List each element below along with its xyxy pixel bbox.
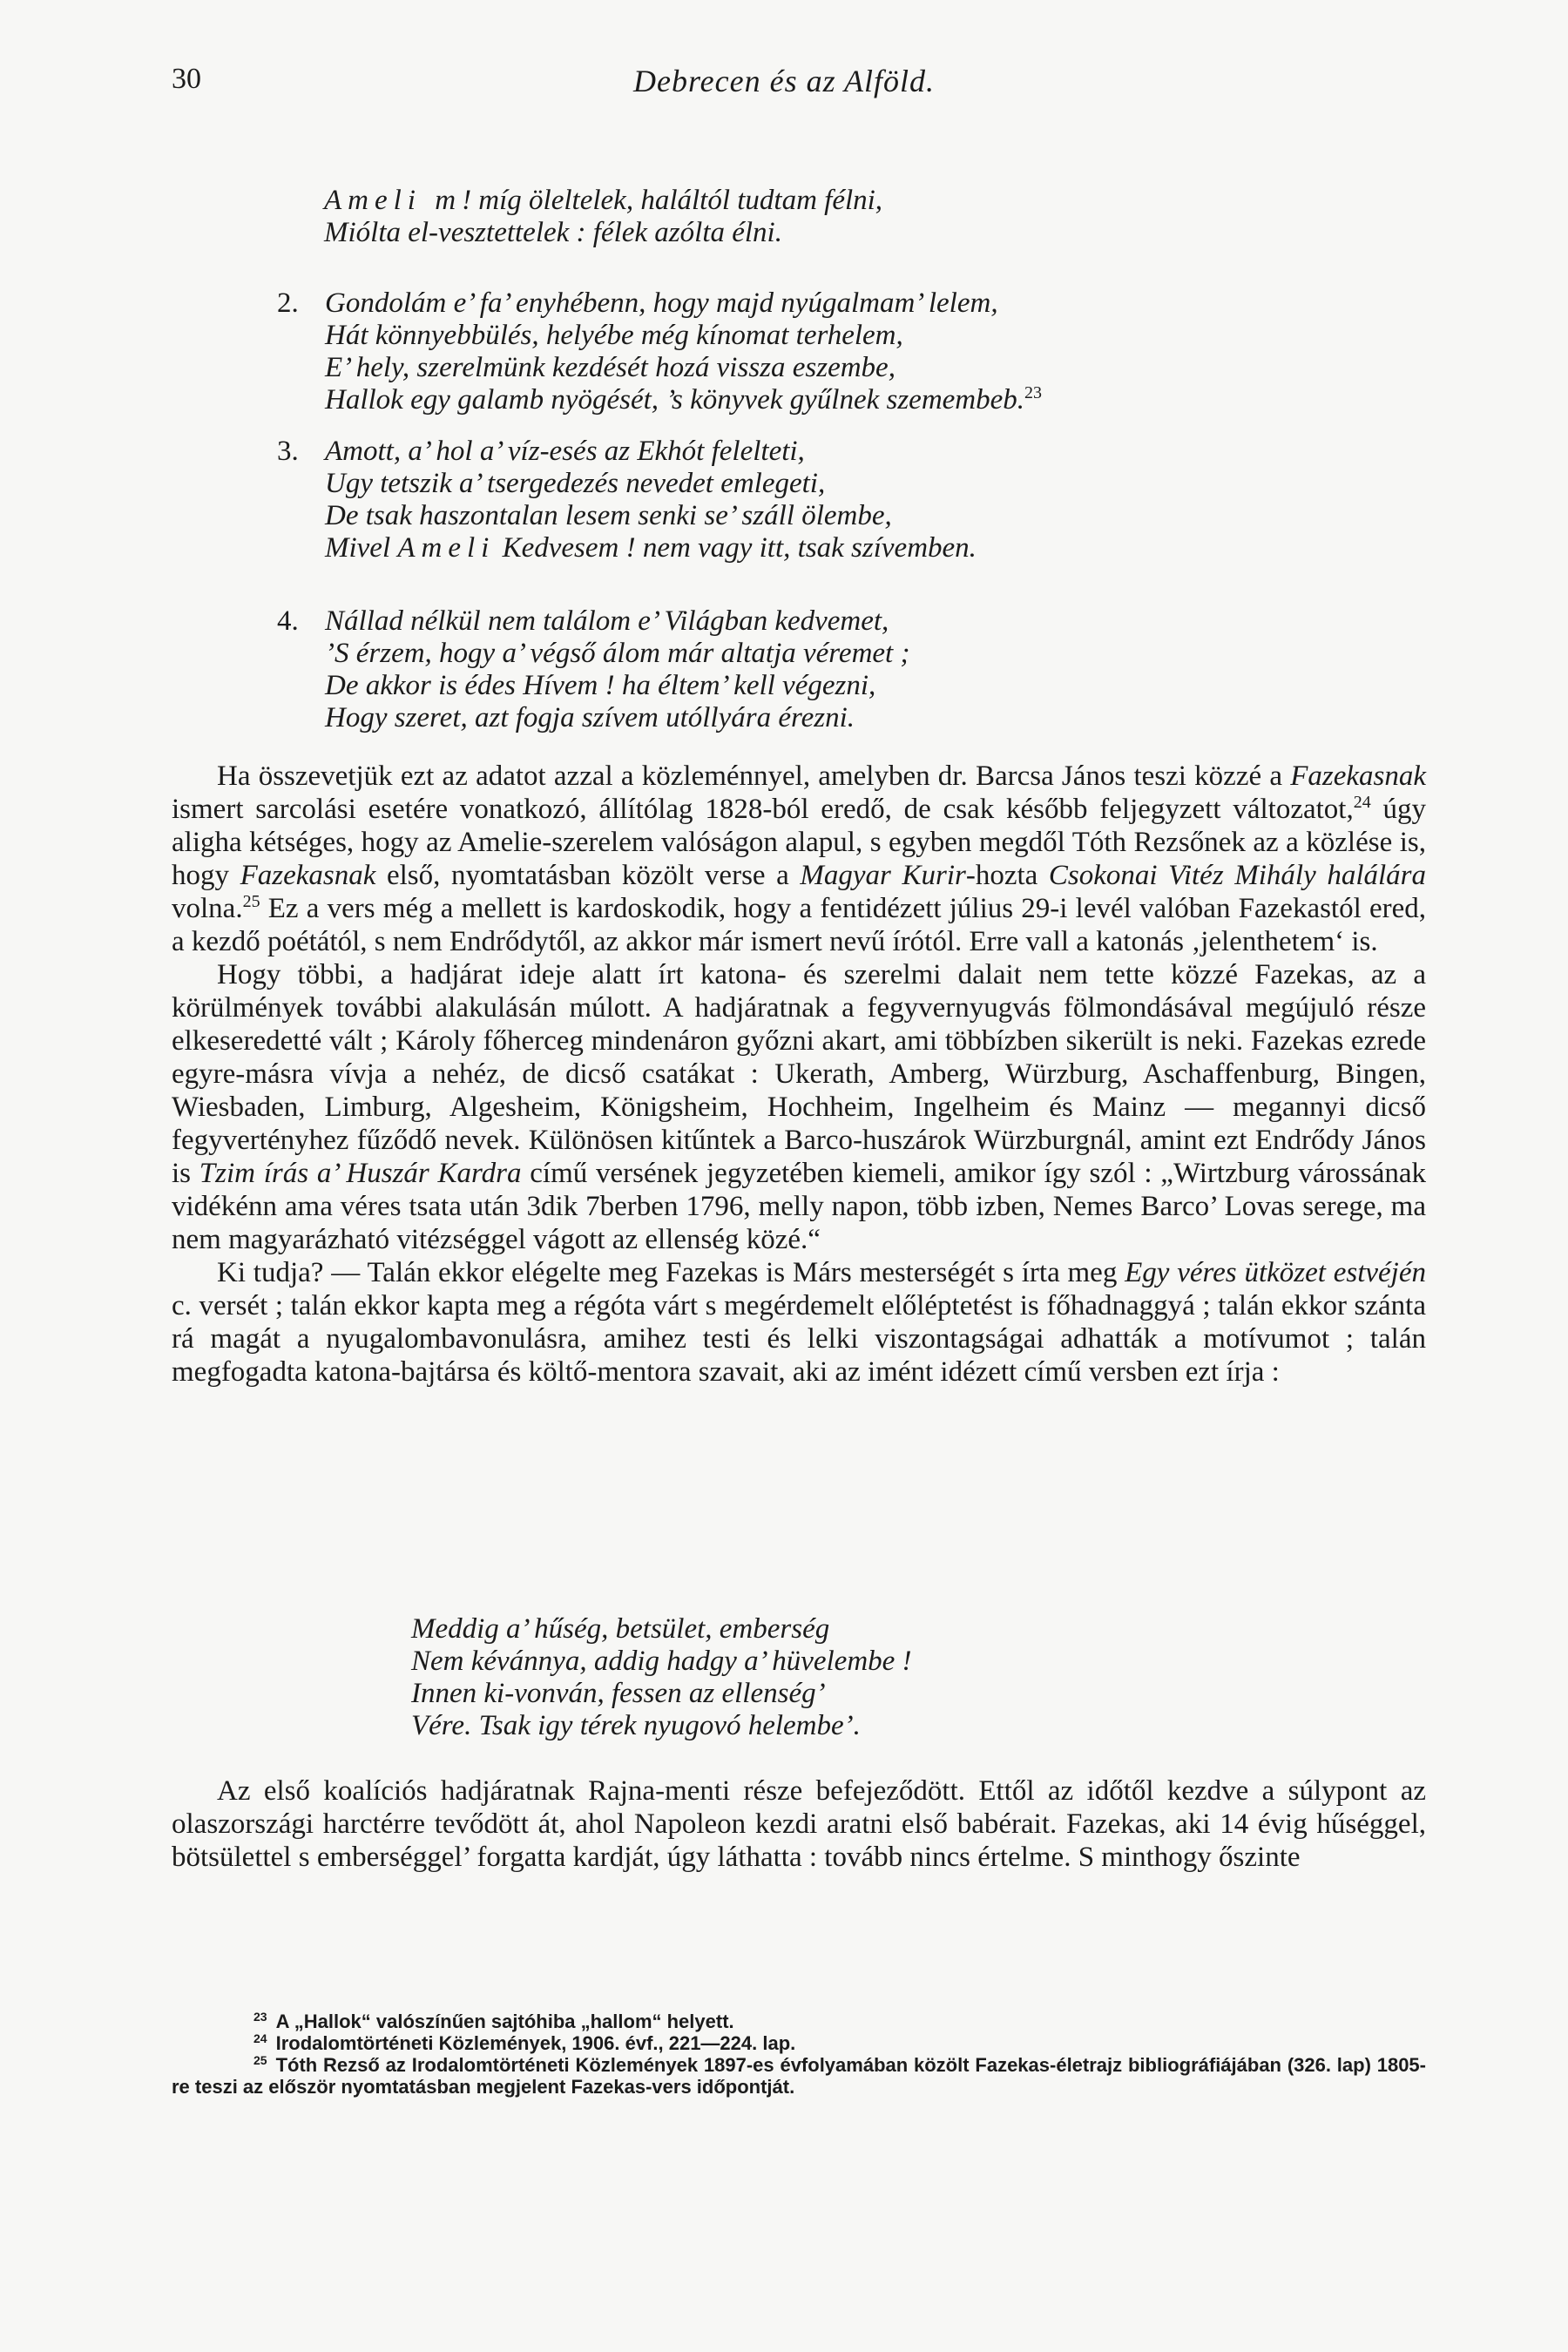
quoted-poem (172, 1613, 1426, 1742)
body-text-continued (172, 1774, 1426, 1874)
poem-stanza-2 (277, 287, 1531, 416)
verse-line: Hát könnyebbülés, helyébe még kínomat terhelem, (325, 320, 903, 351)
stanza-number: 4. (277, 605, 299, 637)
verse-line: Ugy tetszik a’ tsergedezés nevedet emlegeti, (325, 468, 826, 499)
paragraph: Az első koalíciós hadjáratnak Rajna-menti része befejeződött. Ettől az időtől kezdve a súlypont az olaszországi harctérre tevődött át, ahol Napoleon kezdi aratni első babérait. Fazekas, aki 14 évig hűséggel, bötsülettel s emberséggel’ forgatta kardját, úgy láthatta : tovább nincs értelme. S minthogy őszinte (172, 1775, 1426, 1873)
verse-line: Mivel Ameli Kedvesem ! nem vagy itt, tsak szívemben. (325, 532, 977, 564)
paragraph: Hogy többi, a hadjárat ideje alatt írt katona- és szerelmi dalait nem tette közzé Fazekas, az a körülmények további alakulásán múlott. A hadjáratnak a fegyvernyugvás fölmondásával megújuló része elkeseredetté vált ; Károly főherceg mindenáron győzni akart, ami többízben sikerült is neki. Fazekas ezrede egyre-másra vívja a nehéz, de dicső csatákat : Ukerath, Amberg, Würzburg, Aschaffenburg, Bingen, Wiesbaden, Limburg, Algesheim, Königsheim, Hochheim, Ingelheim és Mainz — megannyi dicső fegyvertényhez fűződő nevek. Különösen kitűntek a Barco-huszárok Würzburgnál, amint ezt Endrődy János is Tzim írás a’ Huszár Kardra című versének jegyzetében kiemeli, amikor így szól : „Wirtzburg várossának vidékénn ama véres tsata után 3dik 7berben 1796, melly napon, több izben, Nemes Barco’ Lovas serege, ma nem magyarázható vitézséggel vágott az ellenség közé.“ (172, 959, 1426, 1255)
paragraph: Ha összevetjük ezt az adatot azzal a közleménnyel, amelyben dr. Barcsa János teszi közzé a Fazekasnak ismert sarcolási esetére vonatkozó, állítólag 1828-ból eredő, de csak később feljegyzett változatot,$^{24}$ úgy aligha kétséges, hogy az Amelie-szerelem valóságon alapul, s egyben megdől Tóth Rezsőnek az a közlése is, hogy Fazekasnak első, nyomtatásban közölt verse a Magyar Kurir-hozta Csokonai Vitéz Mihály halálára volna.$^{25}$ Ez a vers még a mellett is kardoskodik, hogy a fentidézett július 29-i levél valóban Fazekastól ered, a kezdő poétától, s nem Endrődytől, az akkor már ismert nevű írótól. Erre vall a katonás ‚jelenthetem‘ is. (172, 760, 1427, 957)
verse-line: 3. Amott, a’ hol a’ víz-esés az Ekhót felelteti, (277, 436, 805, 467)
verse-line: Meddig a’ hűség, betsület, emberség (411, 1613, 830, 1645)
verse-line: Miólta el-vesztettelek : félek azólta élni. (324, 217, 782, 248)
verse-line: Ameli m! míg öleltelek, haláltól tudtam félni, (324, 185, 883, 216)
footnote-25: $^{25}$ Tóth Rezső az Irodalomtörténeti Közlemények 1897-es évfolyamában közölt Fazekas-életrajz bibliográfiájában (326. lap) 1805-re teszi az először nyomtatásban megjelent Fazekas-vers időpontját. (172, 2052, 1426, 2098)
poem-stanza-1 (324, 185, 1568, 249)
verse-line: Hogy szeret, azt fogja szívem utóllyára érezni. (325, 702, 855, 733)
verse-line: De akkor is édes Hívem ! ha éltem’ kell végezni, (325, 670, 876, 701)
verse-line: Innen ki-vonván, fessen az ellenség’ (411, 1678, 826, 1709)
paragraph: Ki tudja? — Talán ekkor elégelte meg Fazekas is Márs mesterségét s írta meg Egy véres ütközet estvéjén c. versét ; talán ekkor kapta meg a régóta várt s megérdemelt előléptetést is főhadnaggyá ; talán ekkor szánta rá magát a nyugalombavonulásra, amihez testi és lelki viszontagságai adhatták a motívumot ; talán megfogadta katona-bajtársa és költő-mentora szavait, aki az imént idézett című versben ezt írja : (172, 1257, 1426, 1388)
verse-line: Hallok egy galamb nyögését, ’s könyvek gyűlnek szemembeb.$^{23}$ (325, 383, 1043, 416)
verse-line: De tsak haszontalan lesem senki se’ száll ölembe, (325, 500, 892, 531)
footnote-ref-23: 23 (1024, 383, 1043, 402)
page-number: 30 (172, 63, 201, 95)
footnote-24: $^{24}$ Irodalomtörténeti Közlemények, 1906. évf., 221—224. lap. (253, 2031, 796, 2054)
poem-stanza-3 (277, 436, 1531, 564)
stanza-number: 2. (277, 287, 299, 319)
verse-line: Vére. Tsak igy térek nyugovó helembe’. (411, 1710, 861, 1741)
verse-line: E’ hely, szerelmünk kezdését hozá vissza eszembe, (325, 352, 896, 383)
footnote-ref-25: 25 (242, 892, 260, 911)
body-text (172, 760, 1426, 1389)
footnote-ref-24: 24 (1353, 793, 1371, 812)
verse-line: Nem kévánnya, addig hadgy a’ hüvelembe ! (411, 1646, 912, 1677)
footnotes (172, 2011, 1426, 2098)
verse-line: ’S érzem, hogy a’ végső álom már altatja véremet ; (325, 638, 910, 669)
poem-stanza-4 (277, 605, 1531, 734)
stanza-number: 3. (277, 436, 299, 467)
verse-line: 2. Gondolám e’ fa’ enyhébenn, hogy majd nyúgalmam’ lelem, (277, 287, 998, 319)
running-title: Debrecen és az Alföld. (633, 64, 935, 98)
page-header (0, 63, 1568, 115)
footnote-23: $^{23}$ A „Hallok“ valószínűen sajtóhiba „hallom“ helyett. (253, 2009, 734, 2032)
verse-line: 4. Nállad nélkül nem találom e’ Világban kedvemet, (277, 605, 889, 637)
